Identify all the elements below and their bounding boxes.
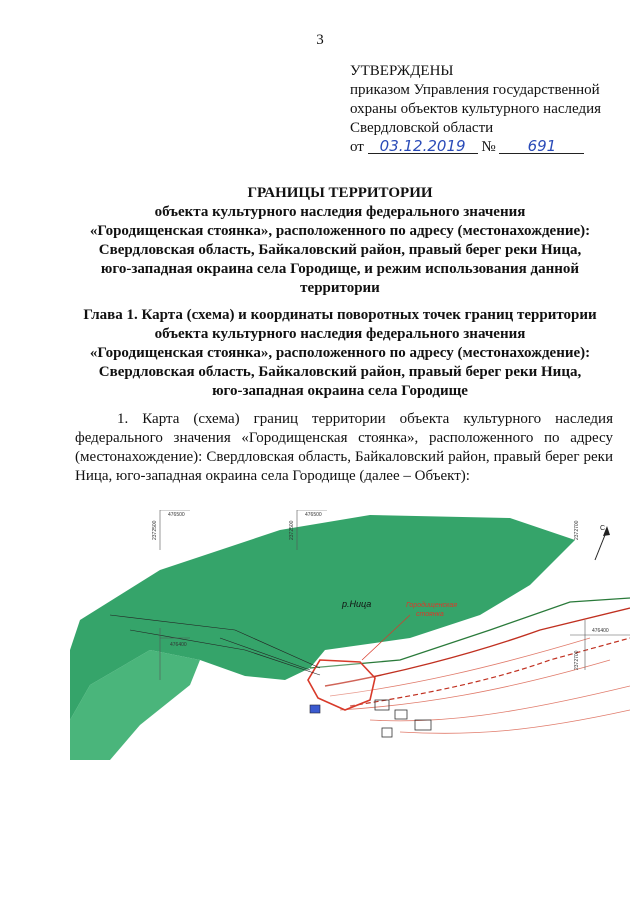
approval-block: [350, 62, 630, 157]
title-line: территории: [300, 280, 380, 296]
title-line: юго-западная окраина села Городище, и режим использования данной: [100, 261, 580, 277]
grid-label: 2372700: [574, 520, 580, 540]
approval-line-1: приказом Управления государственной: [350, 82, 600, 98]
grid-label: 476400: [170, 642, 187, 648]
number-label: №: [481, 139, 496, 155]
chapter-line: объекта культурного наследия федерального значения: [154, 326, 526, 342]
river-label: р.Ница: [342, 599, 372, 609]
title-line: Свердловская область, Байкаловский район, правый берег реки Ница,: [98, 242, 582, 258]
grid-label: 2372500: [152, 520, 158, 540]
site-label: стоянка: [416, 611, 444, 618]
from-label: от: [350, 139, 364, 155]
paragraph-line: федерального значения «Городищенская стоянка», расположенного по адресу: [75, 430, 613, 446]
order-date: 03.12.2019: [368, 139, 478, 154]
title-line: объекта культурного наследия федерального значения: [154, 204, 526, 220]
paragraph-1: [75, 410, 613, 486]
grid-label: 476500: [305, 512, 322, 518]
approval-line-2: охраны объектов культурного наследия: [350, 101, 602, 117]
document-title: [60, 184, 620, 298]
paragraph-line: Ница, юго-западная окраина села Городище (далее – Объект):: [75, 468, 470, 484]
building: [310, 705, 320, 713]
approval-title: УТВЕРЖДЕНЫ: [350, 63, 454, 79]
paragraph-line: 1. Карта (схема) границ территории объекта культурного наследия: [117, 411, 613, 427]
order-number: 691: [499, 139, 584, 154]
grid-label: 476400: [592, 628, 609, 634]
grid-label: 476500: [168, 512, 185, 518]
approval-line-3: Свердловской области: [350, 120, 494, 136]
chapter-line: Глава 1. Карта (схема) и координаты поворотных точек границ территории: [83, 307, 597, 323]
chapter-line: юго-западная окраина села Городище: [212, 383, 468, 399]
north-label: С: [600, 525, 606, 532]
chapter-line: «Городищенская стоянка», расположенного по адресу (местонахождение):: [89, 345, 591, 361]
chapter-heading: [60, 306, 620, 401]
site-label: Городищенская: [406, 602, 457, 609]
grid-label: 2372700: [574, 650, 580, 670]
chapter-line: Свердловская область, Байкаловский район, правый берег реки Ница,: [98, 364, 582, 380]
title-line: «Городищенская стоянка», расположенного по адресу (местонахождение):: [89, 223, 591, 239]
boundary-map: [70, 510, 630, 760]
paragraph-line: (местонахождение): Свердловская область, Байкаловский район, правый берег реки: [75, 449, 613, 465]
page-number: 3: [316, 32, 324, 48]
grid-label: 2372500: [289, 520, 295, 540]
title-line: ГРАНИЦЫ ТЕРРИТОРИИ: [247, 185, 433, 201]
approval-date-row: [350, 138, 630, 157]
